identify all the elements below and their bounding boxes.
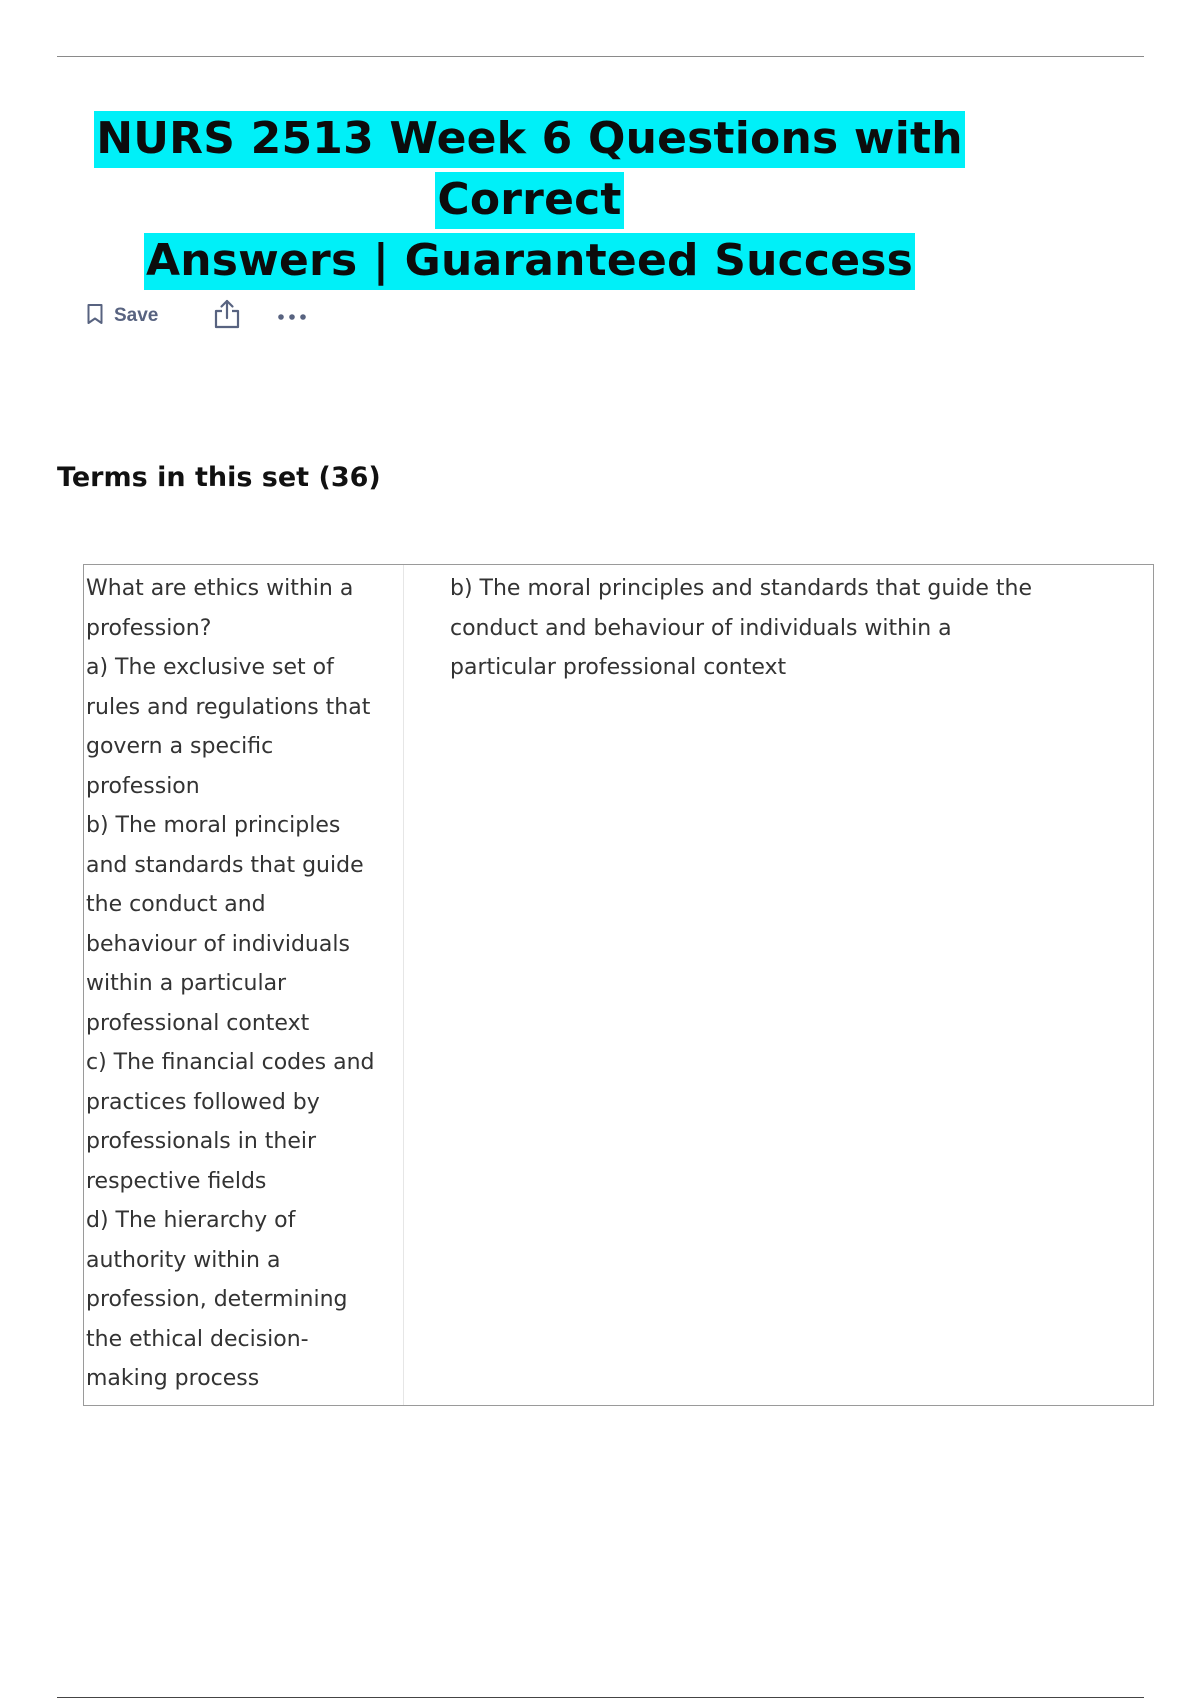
terms-heading: Terms in this set (36) bbox=[57, 462, 381, 493]
bookmark-icon bbox=[86, 303, 104, 329]
term-text-line: the conduct and bbox=[86, 892, 266, 917]
definition-text-line: particular professional context bbox=[450, 655, 787, 680]
more-options-icon bbox=[276, 307, 308, 326]
term-text-line: authority within a bbox=[86, 1247, 281, 1273]
title-line-2: Answers | Guaranteed Success bbox=[144, 233, 915, 290]
action-toolbar bbox=[86, 296, 308, 336]
top-divider bbox=[57, 56, 1144, 57]
term-text-line: a) The exclusive set of bbox=[86, 655, 334, 680]
term-text-line: b) The moral principles bbox=[86, 813, 341, 838]
term-text-line: making process bbox=[86, 1366, 260, 1391]
term-text-line: profession bbox=[86, 773, 200, 799]
term-text-line: respective fields bbox=[86, 1168, 267, 1194]
term-text-line: d) The hierarchy of bbox=[86, 1208, 296, 1233]
term-text-line: professionals in their bbox=[86, 1129, 317, 1154]
term-text-line: profession, determining bbox=[86, 1287, 348, 1312]
term-text-line: profession? bbox=[86, 615, 212, 641]
term-text-line: behaviour of individuals bbox=[86, 931, 350, 957]
page-title bbox=[57, 108, 1002, 291]
save-button[interactable] bbox=[86, 303, 158, 329]
share-icon bbox=[212, 298, 242, 334]
save-label: Save bbox=[114, 305, 159, 326]
bottom-divider bbox=[57, 1697, 1144, 1698]
share-button[interactable] bbox=[212, 298, 242, 334]
terms-table bbox=[83, 564, 1154, 1406]
definition-cell bbox=[404, 565, 1153, 1405]
term-cell bbox=[84, 565, 404, 1405]
definition-text-line: b) The moral principles and standards that guide the bbox=[450, 576, 1033, 601]
term-text-line: govern a specific bbox=[86, 734, 274, 759]
term-text-line: professional context bbox=[86, 1010, 310, 1036]
term-text-line: c) The financial codes and bbox=[86, 1050, 375, 1075]
term-text-line: practices followed by bbox=[86, 1089, 320, 1115]
term-text-line: the ethical decision- bbox=[86, 1326, 309, 1352]
term-text-line: What are ethics within a bbox=[86, 576, 354, 601]
title-line-1: NURS 2513 Week 6 Questions with Correct bbox=[94, 111, 965, 229]
more-options-button[interactable] bbox=[276, 307, 308, 326]
definition-text-line: conduct and behaviour of individuals within a bbox=[450, 615, 952, 641]
term-text-line: rules and regulations that bbox=[86, 694, 371, 720]
term-text-line: and standards that guide bbox=[86, 852, 364, 878]
term-text-line: within a particular bbox=[86, 971, 287, 996]
